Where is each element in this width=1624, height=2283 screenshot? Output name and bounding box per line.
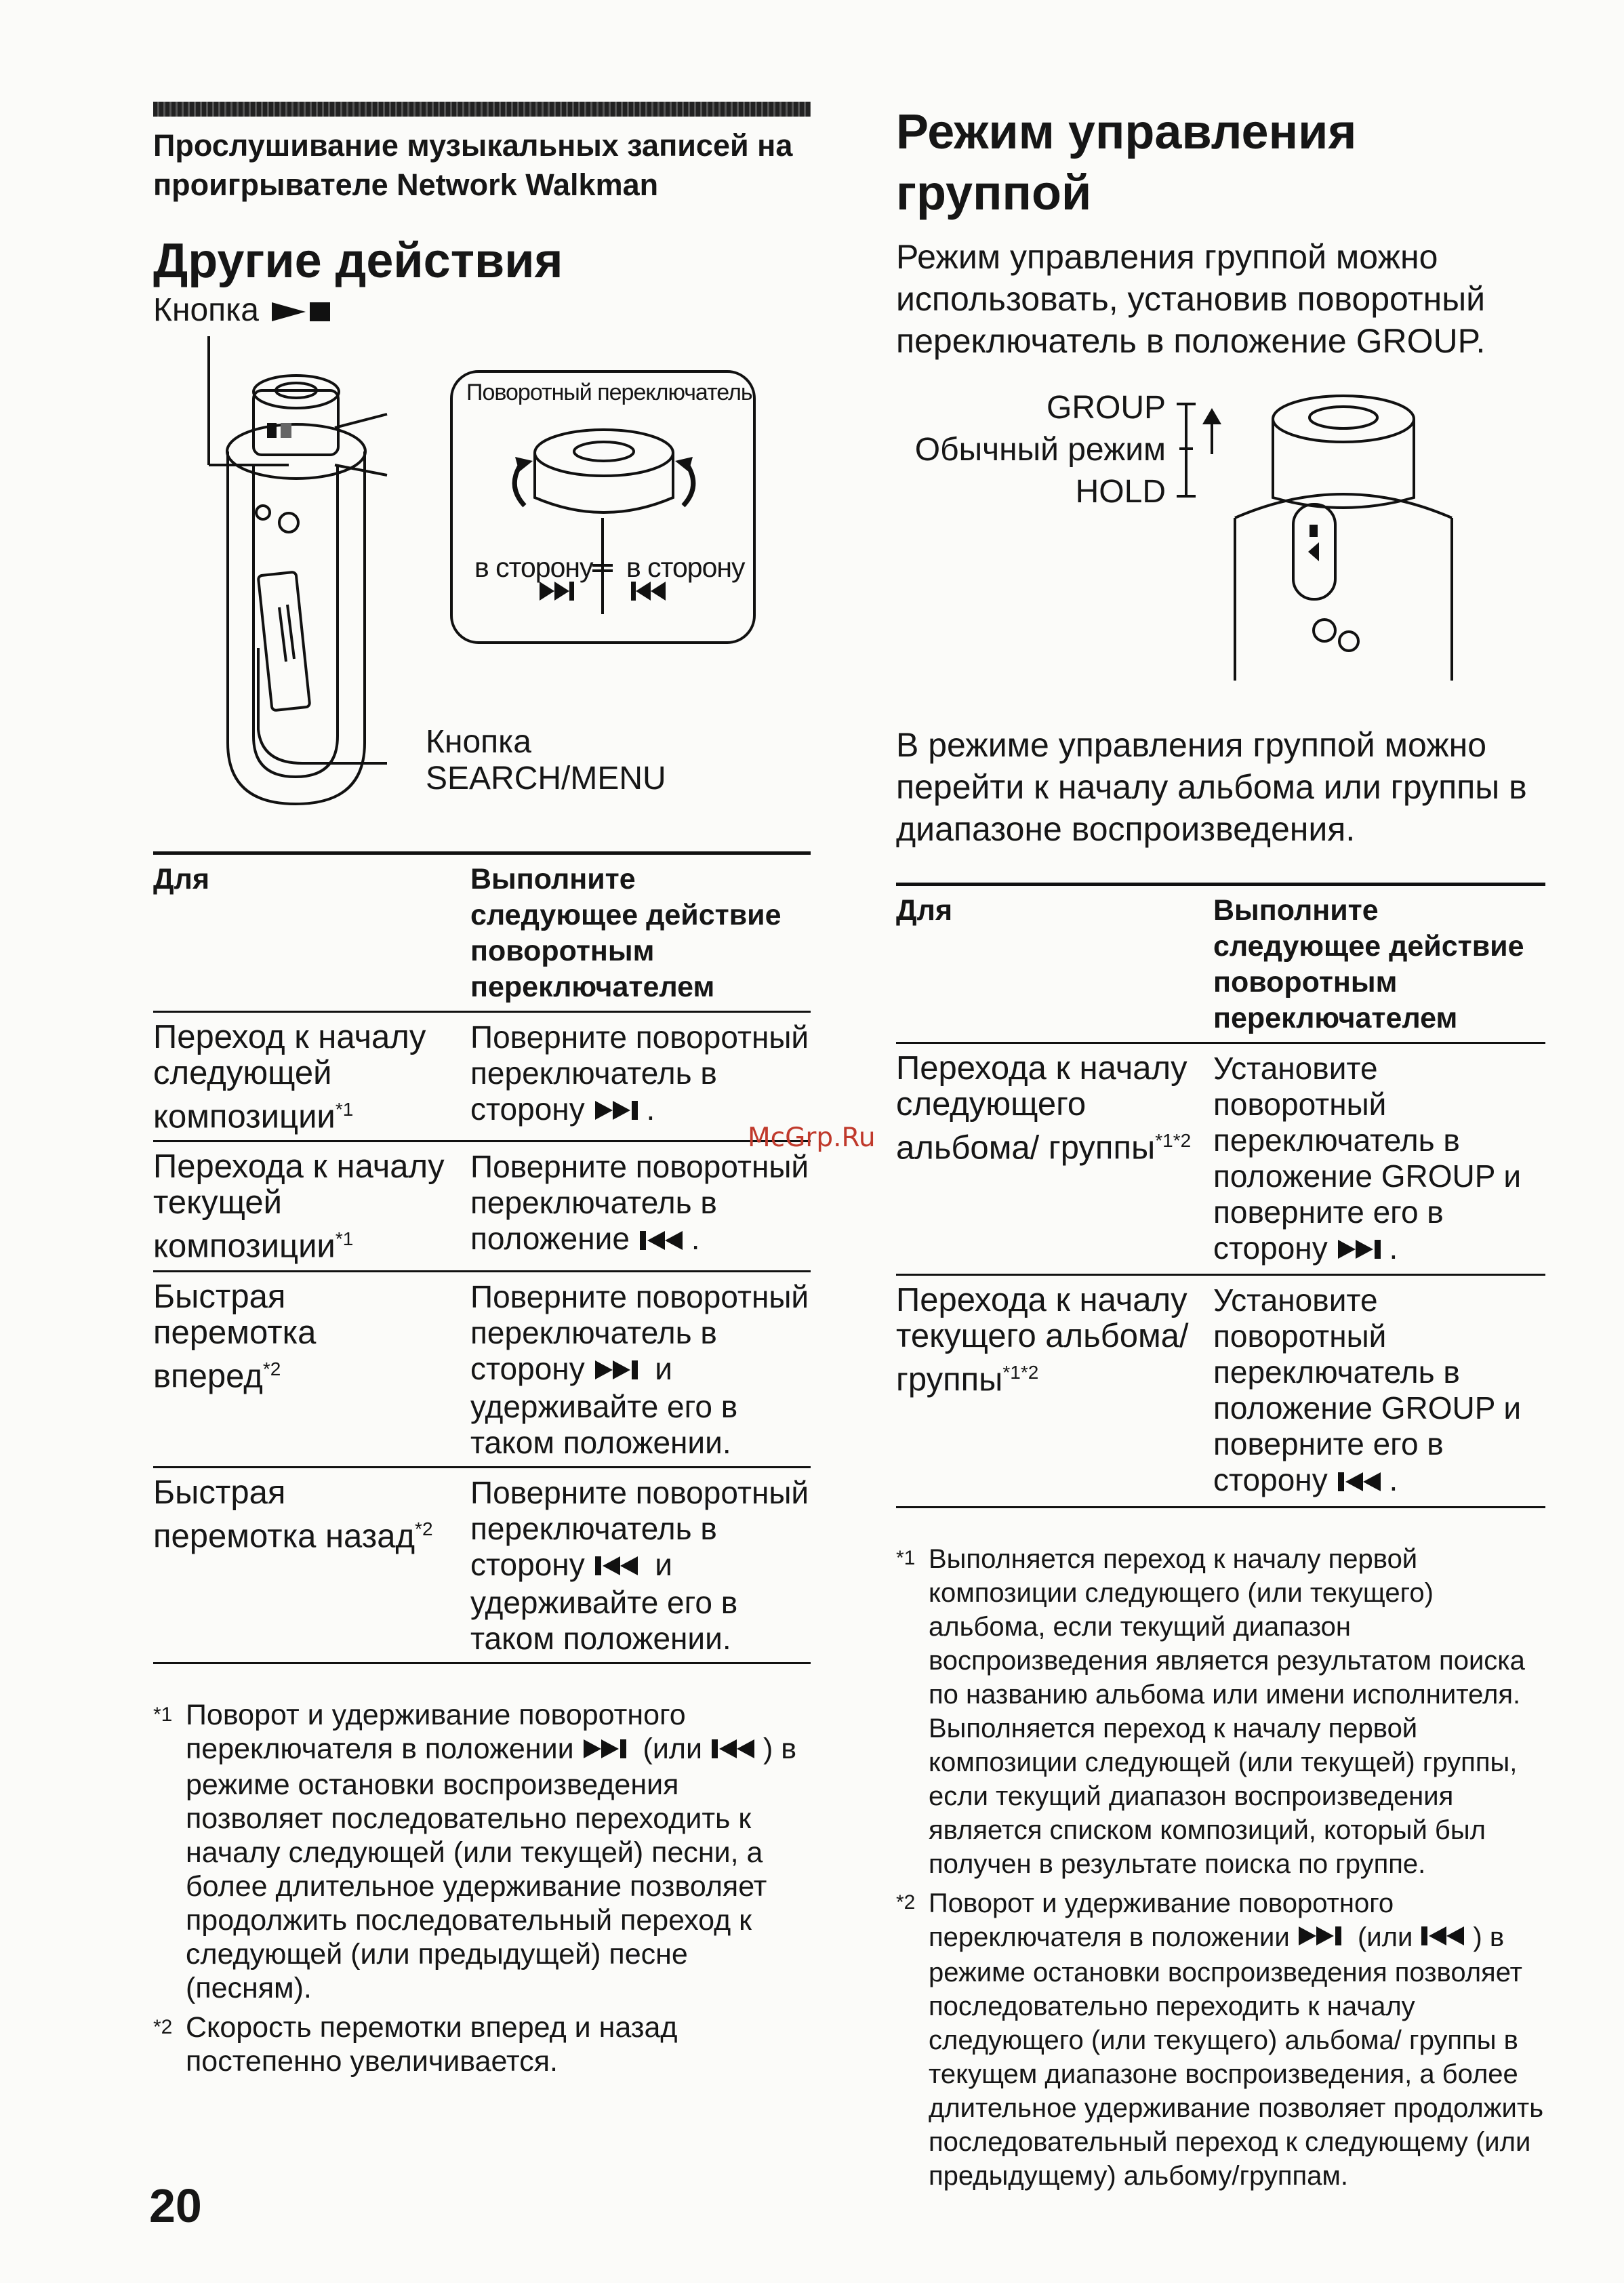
label-normal-mode: Обычный режим [914, 432, 1166, 468]
group-mode-intro: Режим управления группой можно использовать, установив поворотный переключатель в положение GROUP. [896, 238, 1486, 360]
prev-track-icon [638, 1224, 691, 1259]
group-switch-diagram [896, 389, 1545, 701]
section-bar [153, 102, 811, 117]
section-label: Прослушивание музыкальных записей на проигрывателе Network Walkman [153, 128, 793, 202]
group-switch-illustration [896, 389, 1545, 701]
label-hold: HOLD [1075, 474, 1166, 510]
prev-track-icon [1337, 1465, 1389, 1501]
row-action-text: Поверните поворотный переключатель в положение [470, 1149, 809, 1257]
row-purpose [153, 1142, 450, 1271]
table-header-row [153, 853, 811, 1012]
footnote-ref: *1 [335, 1099, 354, 1120]
next-track-icon [582, 1734, 635, 1768]
player-diagram [153, 336, 811, 824]
row-action-text: Установите поворотный переключатель в положение GROUP и поверните его в сторону [1213, 1282, 1522, 1498]
row-action-suffix: . [646, 1091, 655, 1127]
prev-track-icon [594, 1549, 647, 1585]
table-row [153, 1142, 811, 1271]
footnote-1: *1 Поворот и удерживание поворотного переключателя в положении (или ) в режиме остановки воспроизведения позволяет последовательно переходить к началу следующей (или текущей) песни, а более длительное удерживание позволяет продолжить последовательный переход к следующей (или предыдущей) песне (песням). [153, 1699, 797, 2004]
table-row [896, 1043, 1545, 1275]
prev-track-icon [710, 1734, 763, 1768]
row-action-text: Установите поворотный переключатель в положение GROUP и поверните его в сторону [1213, 1051, 1522, 1266]
row-action [450, 1468, 811, 1663]
header-col1: Для [896, 894, 953, 927]
footnote-mark: *1 [896, 1546, 916, 1569]
label-group: GROUP [1046, 390, 1166, 426]
inset-title: Поворотный переключатель [466, 380, 752, 405]
row-purpose-text: Быстрая перемотка назад [153, 1474, 415, 1555]
header-col2: Выполните следующее действие поворотным переключателем [470, 863, 781, 1003]
row-action-suffix: и удерживайте его в таком положении. [470, 1350, 738, 1460]
header-col1: Для [153, 863, 210, 895]
group-mode-heading: Режим управления группой [896, 105, 1357, 220]
left-table-body [153, 1012, 811, 1663]
page-heading: Другие действия [153, 234, 563, 288]
play-stop-icon [268, 298, 337, 325]
footnote-ref: *2 [415, 1518, 433, 1539]
footnote-ref: *2 [262, 1358, 281, 1379]
prev-track-icon [1420, 1922, 1473, 1956]
row-action-text: Поверните поворотный переключатель в сторону [470, 1475, 809, 1582]
next-track-icon [594, 1093, 647, 1129]
footnote-mark: *1 [153, 1703, 173, 1726]
footnote-ref: *1*2 [1002, 1362, 1039, 1383]
toward-next-label: в сторону [474, 552, 593, 583]
play-button-label: Кнопка [153, 292, 259, 328]
search-menu-label [426, 724, 666, 797]
group-mode-explanation: В режиме управления группой можно перейти к началу альбома или группы в диапазоне воспроизведения. [896, 726, 1527, 848]
page-number: 20 [149, 2179, 202, 2232]
play-button-caption [153, 291, 811, 329]
left-footnotes [153, 1698, 811, 2078]
row-action-suffix: и удерживайте его в таком положении. [470, 1547, 738, 1657]
footnote-1: *1 Выполняется переход к началу первой композиции следующего (или текущего) альбома, если текущий диапазон воспроизведения является результатом поиска по названию альбома или имени исполнителя. Выполняется переход к началу первой композиции следующей (или текущей) группы, если текущий диапазон воспроизведения является списком композиций, который был получен в результате поиска по группе. [896, 1542, 1545, 1881]
row-purpose [153, 1468, 450, 1663]
row-action-suffix: . [691, 1221, 700, 1257]
row-purpose-text: Переход к началу следующей композиции [153, 1019, 426, 1135]
footnote-mark: *2 [153, 2015, 173, 2038]
search-menu-line2: SEARCH/MENU [426, 761, 666, 796]
row-purpose [896, 1043, 1196, 1275]
row-action [450, 1271, 811, 1467]
search-menu-line1: Кнопка [426, 724, 531, 760]
footnote-2: *2 Скорость перемотки вперед и назад постепенно увеличивается. [153, 2011, 678, 2078]
watermark: McGrp.Ru [748, 1123, 876, 1153]
row-action [1196, 1043, 1545, 1275]
footnote-2: *2 Поворот и удерживание поворотного переключателя в положении (или ) в режиме остановки воспроизведения позволяет последовательно переходить к началу следующего (или текущего) альбома/ группы в текущем диапазоне воспроизведения, а более длительное удерживание позволяет продолжить последовательный переход к следующему (или предыдущему) альбому/группам. [896, 1886, 1545, 2193]
table-row [153, 1271, 811, 1467]
table-row [153, 1468, 811, 1663]
row-action-text: Поверните поворотный переключатель в сторону [470, 1278, 809, 1386]
next-track-icon [594, 1353, 647, 1389]
left-column [153, 102, 811, 2078]
row-action-suffix: . [1389, 1462, 1398, 1498]
row-purpose [896, 1275, 1196, 1507]
header-col2: Выполните следующее действие поворотным переключателем [1213, 894, 1524, 1034]
table-row [896, 1275, 1545, 1507]
table-header-row [896, 885, 1545, 1043]
row-purpose-text: Перехода к началу следующего альбома/ группы [896, 1050, 1187, 1167]
row-purpose-text: Перехода к началу текущей композиции [153, 1148, 445, 1265]
row-purpose-text: Перехода к началу текущего альбома/ группы [896, 1282, 1189, 1398]
toward-prev-label: в сторону [626, 552, 745, 583]
right-table-body [896, 1043, 1545, 1508]
next-track-icon [1337, 1232, 1389, 1268]
next-track-icon [1297, 1922, 1350, 1956]
left-operations-table [153, 851, 811, 1664]
footnote-ref: *1*2 [1155, 1130, 1192, 1151]
row-purpose [153, 1012, 450, 1142]
right-column [896, 102, 1545, 2193]
right-footnotes [896, 1542, 1545, 2193]
row-action-text: Поверните поворотный переключатель в сторону [470, 1019, 809, 1127]
row-purpose-text: Быстрая перемотка вперед [153, 1278, 317, 1394]
row-action [1196, 1275, 1545, 1507]
row-action-suffix: . [1389, 1230, 1398, 1266]
right-operations-table [896, 883, 1545, 1508]
row-purpose [153, 1271, 450, 1467]
footnote-mark: *2 [896, 1891, 916, 1914]
table-row [153, 1012, 811, 1142]
footnote-ref: *1 [335, 1228, 354, 1250]
row-action [450, 1142, 811, 1271]
